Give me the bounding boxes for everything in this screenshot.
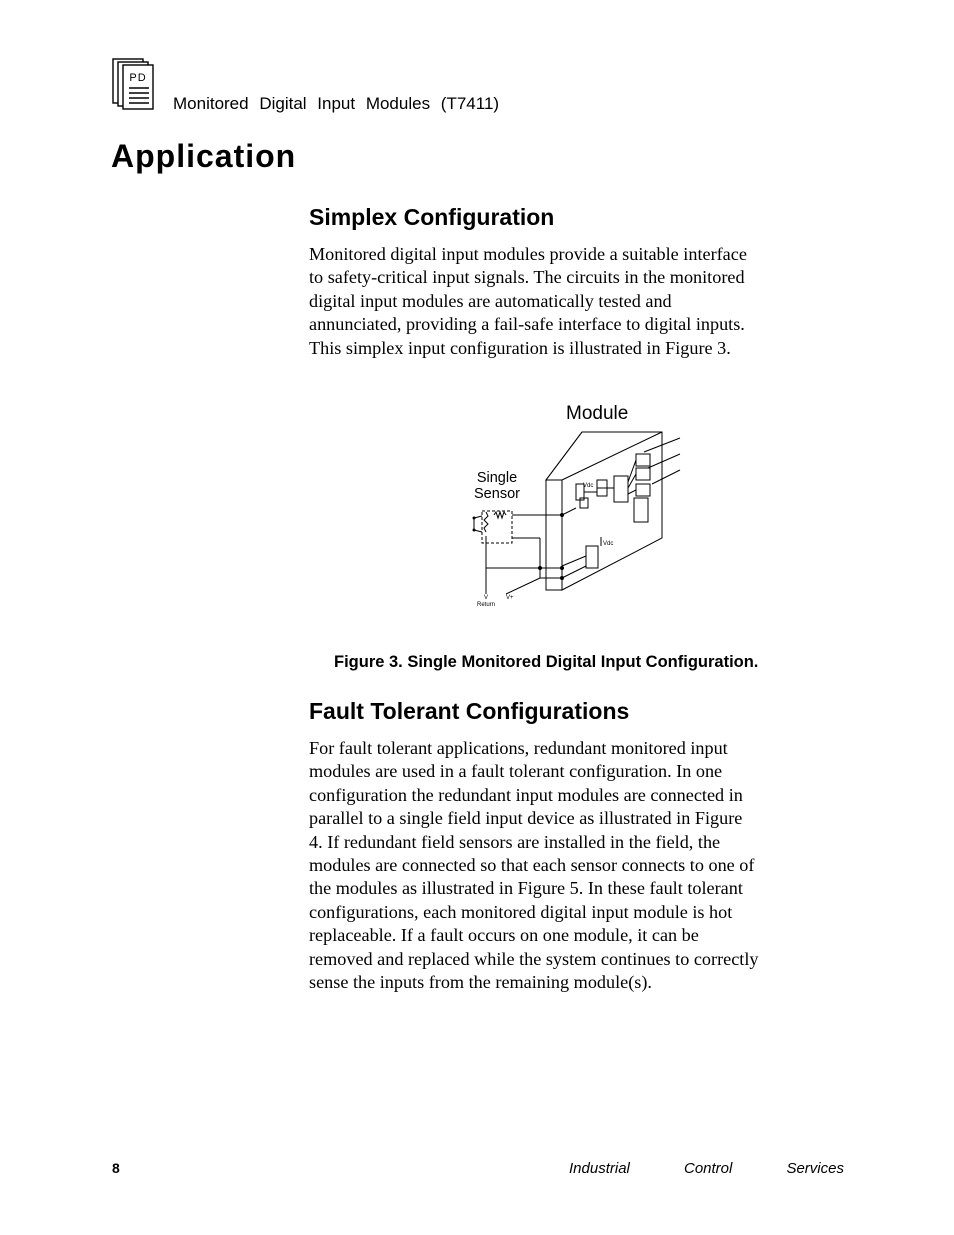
text-line: configurations, each monitored digital input module is hot bbox=[309, 901, 733, 922]
v-plus-label: V+ bbox=[506, 595, 514, 601]
section-heading-fault-tolerant: Fault Tolerant Configurations bbox=[309, 698, 630, 724]
footer-publisher bbox=[569, 1160, 844, 1177]
page-title: Application bbox=[111, 138, 297, 174]
text-line: the modules as illustrated in Figure 5. In these fault tolerant bbox=[309, 878, 743, 899]
text-line: 4. If redundant field sensors are installed in the field, the bbox=[309, 831, 721, 852]
text-line: annunciated, providing a fail-safe interface to digital inputs. bbox=[309, 314, 745, 335]
text-line: For fault tolerant applications, redundant monitored input bbox=[309, 738, 728, 758]
text-line: configuration the redundant input modules are connected in bbox=[309, 784, 743, 805]
sensor-label-line2: Sensor bbox=[474, 486, 520, 502]
pd-icon-label: PD bbox=[129, 72, 147, 84]
text-line: modules are used in a fault tolerant configuration. In one bbox=[309, 761, 723, 782]
footer-word: Services bbox=[786, 1160, 844, 1177]
module-label: Module bbox=[566, 403, 629, 424]
text-line: modules are connected so that each sensor connects to one of bbox=[309, 855, 755, 876]
text-line: parallel to a single field input device as illustrated in Figure bbox=[309, 808, 743, 829]
pd-document-icon bbox=[112, 58, 156, 110]
paragraph-simplex bbox=[309, 243, 849, 360]
vdc-label-lower: Vdc bbox=[603, 541, 614, 547]
paragraph-fault-tolerant bbox=[309, 737, 849, 994]
text-line: digital input modules are automatically tested and bbox=[309, 290, 672, 311]
footer-word: Industrial bbox=[569, 1160, 630, 1177]
module-front-face bbox=[546, 480, 562, 590]
vdc-label-upper: Vdc bbox=[583, 483, 594, 489]
module-body bbox=[546, 432, 662, 590]
footer-word: Control bbox=[683, 1160, 733, 1177]
section-heading-simplex: Simplex Configuration bbox=[309, 204, 555, 230]
text-line: replaceable. If a fault occurs on one module, it can be bbox=[309, 925, 699, 946]
text-line: sense the inputs from the remaining module(s). bbox=[309, 972, 652, 993]
text-line: removed and replaced while the system continues to correctly bbox=[309, 948, 759, 969]
v-return-label-line2: Return bbox=[476, 602, 496, 608]
text-line: Monitored digital input modules provide a suitable interface bbox=[309, 244, 747, 264]
text-line: to safety-critical input signals. The circuits in the monitored bbox=[309, 267, 745, 288]
figure-caption: Figure 3. Single Monitored Digital Input Configuration. bbox=[334, 653, 759, 671]
sensor-label-line1: Single bbox=[476, 470, 518, 486]
running-header-title: Monitored Digital Input Modules (T7411) bbox=[173, 94, 500, 113]
text-line: This simplex input configuration is illustrated in Figure 3. bbox=[309, 337, 731, 358]
v-return-label-line1: V bbox=[483, 595, 489, 601]
page-number: 8 bbox=[112, 1160, 120, 1176]
simplex-wiring-diagram bbox=[466, 398, 696, 612]
